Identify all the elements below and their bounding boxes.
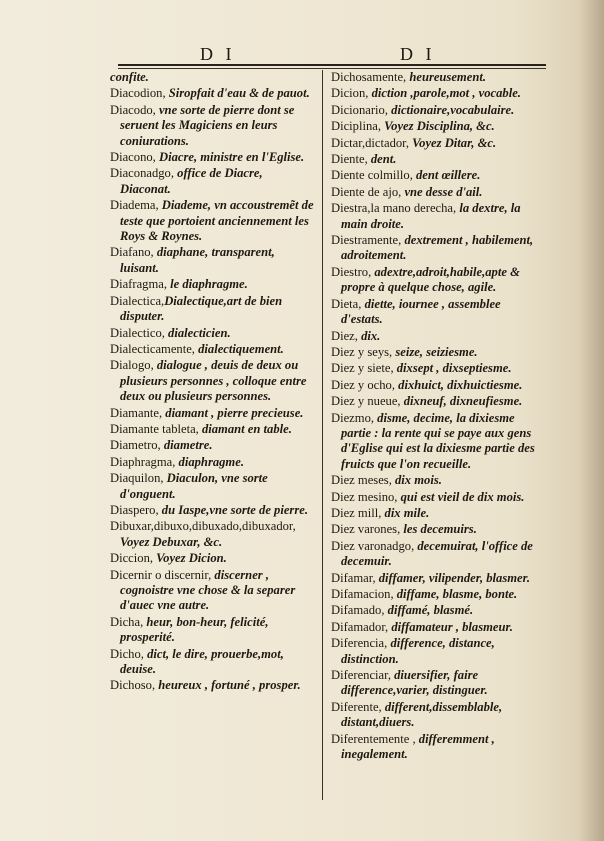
dictionary-entry — [331, 265, 538, 296]
entry-definition: Diacre, ministre en l'Eglise. — [158, 150, 305, 165]
dictionary-entry — [110, 358, 315, 404]
dictionary-entry — [331, 620, 538, 635]
entry-definition: vne desse d'ail. — [404, 184, 483, 199]
entry-definition: dixsept , dixseptiesme. — [396, 361, 512, 376]
dictionary-entry — [331, 668, 538, 699]
entry-headword: Dialectico, — [110, 325, 169, 340]
entry-headword: Diafragma, — [110, 277, 171, 292]
dictionary-entry — [331, 522, 538, 537]
entry-headword: Diferentemente , — [331, 731, 419, 746]
entry-definition: discerner , cognoistre vne chose & la separer d'auec vne autre. — [120, 567, 296, 613]
entry-headword: Diente, — [331, 152, 371, 167]
entry-headword: Dialogo, — [110, 358, 157, 373]
dictionary-entry — [110, 438, 315, 453]
entry-definition: dialecticien. — [168, 325, 231, 340]
entry-headword: Diaconadgo, — [110, 166, 178, 181]
entry-definition: dent. — [370, 152, 397, 167]
dictionary-entry — [331, 490, 538, 505]
dictionary-entry — [331, 70, 538, 85]
entry-definition: dixhuict, dixhuictiesme. — [398, 377, 523, 392]
entry-headword: Dicho, — [110, 646, 148, 661]
dictionary-entry — [110, 198, 315, 244]
entry-definition: diametre. — [163, 438, 213, 453]
entry-definition: la dextre, la main droite. — [341, 201, 521, 231]
dictionary-entry — [110, 678, 315, 693]
entry-definition: Voyez Disciplina, &c. — [384, 119, 495, 134]
dictionary-entry — [110, 326, 315, 341]
header-rule-thin — [118, 68, 546, 69]
entry-headword: Diestra,la mano derecha, — [331, 201, 460, 216]
dictionary-entry — [110, 422, 315, 437]
entry-definition: heureusement. — [409, 70, 486, 84]
entry-definition: dictionaire,vocabulaire. — [391, 102, 515, 117]
entry-headword: Dichosamente, — [331, 70, 410, 84]
entry-headword: Diente de ajo, — [331, 184, 405, 199]
entry-headword: Diacodo, — [110, 102, 159, 117]
entry-headword: Diente colmillo, — [331, 168, 416, 183]
dictionary-entry — [331, 136, 538, 151]
entry-headword: Diestro, — [331, 264, 375, 279]
dictionary-entry — [110, 647, 315, 678]
entry-headword: Diez y ocho, — [331, 377, 399, 392]
entry-headword: Dichoso, — [110, 678, 159, 693]
dictionary-entry — [110, 406, 315, 421]
entry-definition: dict, le dire, prouerbe,mot, deuise. — [120, 646, 284, 677]
dictionary-entry — [331, 473, 538, 488]
dictionary-entry — [110, 245, 315, 276]
entry-headword: Diez varones, — [331, 522, 404, 537]
entry-definition: diamant en table. — [201, 421, 292, 436]
entry-definition: disme, decime, la dixiesme partie : la rente qui se paye aux gens d'Eglise qui est la dixiesme partie des fruicts que l'on recueille. — [341, 410, 535, 471]
header-rule — [118, 64, 546, 66]
entry-definition: Voyez Debuxar, &c. — [120, 534, 223, 549]
dictionary-entry — [110, 551, 315, 566]
entry-headword: Diez mesino, — [331, 489, 401, 504]
entry-headword: Diez y nueue, — [331, 394, 404, 409]
dictionary-entry — [331, 297, 538, 328]
entry-definition: dixneuf, dixneufiesme. — [403, 394, 523, 409]
entry-headword: Diestramente, — [331, 233, 405, 248]
entry-headword: Difamar, — [331, 570, 379, 585]
dictionary-entry — [331, 152, 538, 167]
entry-headword: Diaphragma, — [110, 454, 179, 469]
entry-headword: Difamado, — [331, 603, 388, 618]
dictionary-entry — [331, 168, 538, 183]
entry-definition: dix mile. — [384, 505, 430, 520]
entry-headword: Diezmo, — [331, 410, 378, 425]
entry-definition: different,dissemblable, distant,diuers. — [341, 699, 503, 730]
entry-definition: vne sorte de pierre dont se seruent les Magiciens en leurs coniurations. — [120, 102, 295, 148]
entry-definition: diuersifier, faire difference,varier, distinguer. — [341, 668, 488, 698]
entry-headword: Diciplina, — [331, 119, 385, 134]
entry-definition: confite. — [110, 70, 149, 84]
entry-definition: le diaphragme. — [170, 277, 248, 292]
entry-headword: Dialectica, — [110, 293, 165, 308]
dictionary-entry — [110, 519, 315, 550]
dictionary-entry — [331, 361, 538, 376]
entry-definition: les decemuirs. — [403, 522, 477, 537]
dictionary-entry — [331, 185, 538, 200]
dictionary-entry — [331, 506, 538, 521]
entry-definition: differemment , inegalement. — [341, 731, 495, 762]
entry-headword: Dicernir o discernir, — [110, 567, 215, 582]
dictionary-entry — [331, 329, 538, 344]
entry-definition: dialogue , deuis de deux ou plusieurs personnes , colloque entre deux ou plusieurs personnes. — [120, 358, 307, 404]
entry-headword: Dieta, — [331, 296, 365, 311]
entry-definition: diffamateur , blasmeur. — [391, 619, 513, 634]
entry-headword: Dicion, — [331, 86, 372, 101]
dictionary-entry — [110, 86, 315, 101]
dictionary-entry — [331, 201, 538, 232]
entry-headword: Dibuxar,dibuxo,dibuxado,dibuxador, — [110, 519, 296, 534]
entry-definition: diamant , pierre precieuse. — [165, 405, 304, 420]
dictionary-entry — [331, 86, 538, 101]
entry-definition: difference, distance, distinction. — [341, 636, 495, 666]
dictionary-entry — [331, 378, 538, 393]
header-right: D I — [400, 44, 436, 64]
entry-definition: Voyez Ditar, &c. — [412, 135, 497, 150]
entry-headword: Dicha, — [110, 614, 147, 629]
dictionary-entry — [331, 603, 538, 618]
entry-definition: diaphragme. — [178, 454, 244, 469]
dictionary-entry — [110, 277, 315, 292]
entry-headword: Diferencia, — [331, 636, 391, 651]
entry-headword: Difamador, — [331, 619, 392, 634]
dictionary-entry — [110, 455, 315, 470]
entry-definition: dix. — [361, 328, 381, 343]
entry-headword: Diamante, — [110, 405, 166, 420]
left-column — [110, 70, 315, 695]
entry-headword: Diamante tableta, — [110, 421, 202, 436]
entry-definition: diffamer, vilipender, blasmer. — [378, 570, 530, 585]
entry-headword: Difamacion, — [331, 587, 397, 601]
dictionary-entry — [110, 103, 315, 149]
entry-definition: diaphane, transparent, luisant. — [120, 245, 275, 275]
entry-definition: dextrement , habilement, adroitement. — [341, 233, 534, 263]
dictionary-entry — [331, 394, 538, 409]
entry-headword: Diez varonadgo, — [331, 538, 418, 553]
column-divider — [322, 70, 323, 800]
entry-definition: dix mois. — [395, 473, 442, 488]
dictionary-entry — [331, 233, 538, 264]
dictionary-entry — [331, 571, 538, 586]
entry-definition: Dialectique,art de bien disputer. — [120, 293, 283, 324]
dictionary-entry — [331, 587, 538, 602]
right-column — [331, 70, 538, 763]
dictionary-entry — [110, 471, 315, 502]
entry-definition: diffame, blasme, bonte. — [396, 587, 518, 601]
entry-headword: Dicionario, — [331, 102, 392, 117]
entry-definition: Voyez Dicion. — [156, 551, 227, 566]
entry-definition: heur, bon-heur, felicité, prosperité. — [120, 614, 269, 645]
entry-definition: decemuirat, l'office de decemuir. — [341, 538, 533, 569]
dictionary-entry — [110, 615, 315, 646]
entry-headword: Diez meses, — [331, 473, 395, 488]
running-header — [0, 44, 604, 64]
entry-definition: dialectiquement. — [198, 341, 284, 356]
dictionary-entry — [110, 150, 315, 165]
entry-definition: diette, iournee , assemblee d'estats. — [341, 296, 501, 327]
entry-headword: Diez y siete, — [331, 361, 397, 376]
page-edge-shadow — [578, 0, 604, 841]
entry-headword: Diacono, — [110, 150, 159, 165]
entry-headword: Diaquilon, — [110, 471, 167, 486]
entry-definition: heureux , fortuné , prosper. — [158, 678, 301, 693]
dictionary-entry — [110, 70, 315, 85]
entry-definition: diction ,parole,mot , vocable. — [371, 86, 521, 101]
entry-headword: Diccion, — [110, 551, 157, 566]
dictionary-entry — [331, 411, 538, 473]
dictionary-entry — [110, 503, 315, 518]
entry-definition: du Iaspe,vne sorte de pierre. — [161, 502, 308, 517]
entry-headword: Dictar,dictador, — [331, 135, 413, 150]
dictionary-entry — [331, 345, 538, 360]
dictionary-entry — [331, 732, 538, 763]
entry-definition: diffamé, blasmé. — [387, 603, 474, 618]
dictionary-entry — [331, 700, 538, 731]
entry-definition: adextre,adroit,habile,apte & propre à quelque chose, agile. — [341, 264, 520, 295]
entry-definition: dent œillere. — [416, 168, 481, 183]
dictionary-entry — [110, 342, 315, 357]
entry-definition: seize, seiziesme. — [395, 344, 478, 359]
entry-headword: Diferenciar, — [331, 668, 395, 683]
entry-headword: Diametro, — [110, 438, 164, 453]
dictionary-entry — [331, 103, 538, 118]
entry-definition: Diademe, vn accoustremẽt de teste que portoient anciennement les Roys & Roynes. — [120, 198, 314, 244]
dictionary-entry — [331, 636, 538, 667]
entry-headword: Diez, — [331, 328, 362, 343]
entry-definition: office de Diacre, Diaconat. — [120, 166, 263, 196]
entry-headword: Diadema, — [110, 198, 162, 213]
dictionary-entry — [110, 294, 315, 325]
entry-definition: Siropfait d'eau & de pauot. — [168, 86, 310, 101]
entry-headword: Diez mill, — [331, 505, 385, 520]
entry-definition: qui est vieil de dix mois. — [400, 489, 525, 504]
entry-headword: Diacodion, — [110, 86, 169, 101]
entry-definition: Diaculon, vne sorte d'onguent. — [120, 471, 268, 501]
dictionary-entry — [110, 166, 315, 197]
header-left: D I — [200, 44, 236, 64]
entry-headword: Diaspero, — [110, 502, 162, 517]
dictionary-entry — [110, 568, 315, 614]
dictionary-entry — [331, 119, 538, 134]
entry-headword: Diafano, — [110, 245, 157, 260]
entry-headword: Dialecticamente, — [110, 341, 199, 356]
dictionary-entry — [331, 539, 538, 570]
entry-headword: Diferente, — [331, 699, 385, 714]
entry-headword: Diez y seys, — [331, 344, 396, 359]
